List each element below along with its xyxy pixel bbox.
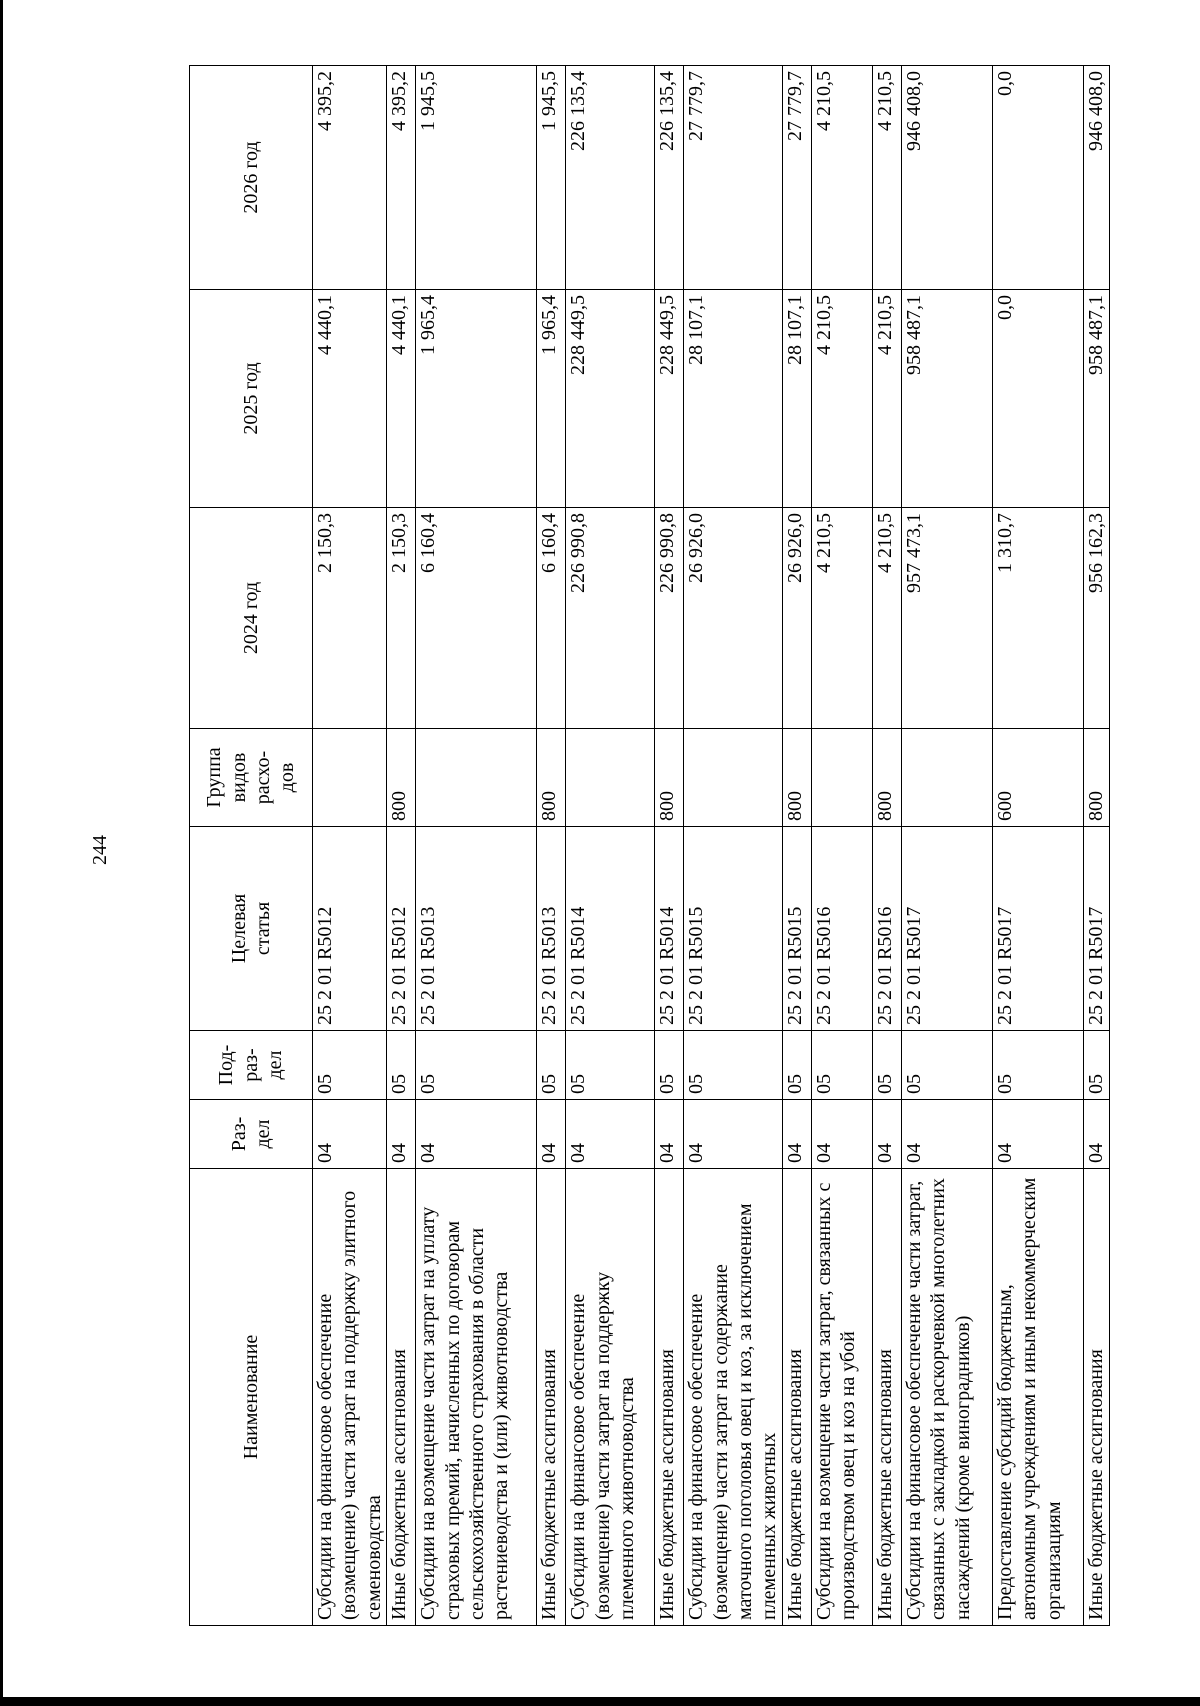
- cell-razdel: 04: [992, 1100, 1083, 1169]
- cell-razdel: 04: [537, 1100, 566, 1169]
- cell-vr: [811, 729, 872, 827]
- cell-razdel: 04: [387, 1100, 416, 1169]
- cell-vr: [901, 729, 992, 827]
- cell-razdel: 04: [872, 1100, 901, 1169]
- cell-y2024: 26 926,0: [684, 508, 783, 729]
- cell-y2026: 226 135,4: [566, 66, 655, 290]
- cell-y2024: 2 150,3: [387, 508, 416, 729]
- cell-y2026: 4 210,5: [811, 66, 872, 290]
- table-row: [416, 66, 537, 1626]
- cell-y2024: 957 473,1: [901, 508, 992, 729]
- cell-name: Субсидии на финансовое обеспечение (возмещение) части затрат на поддержку племенного животноводства: [566, 1169, 655, 1626]
- cell-vr: 800: [655, 729, 684, 827]
- cell-name: Предоставление субсидий бюджетным, автономным учреждениям и иным некоммерческим организациям: [992, 1169, 1083, 1626]
- cell-y2024: 1 310,7: [992, 508, 1083, 729]
- cell-name: Иные бюджетные ассигнования: [782, 1169, 811, 1626]
- cell-name: Субсидии на финансовое обеспечение (возмещение) части затрат на поддержку элитного семеноводства: [313, 1169, 387, 1626]
- table-row: [782, 66, 811, 1626]
- cell-vr: [684, 729, 783, 827]
- cell-podrazdel: 05: [992, 1031, 1083, 1100]
- cell-y2024: 226 990,8: [655, 508, 684, 729]
- cell-name: Иные бюджетные ассигнования: [1083, 1169, 1109, 1626]
- cell-razdel: 04: [655, 1100, 684, 1169]
- cell-razdel: 04: [901, 1100, 992, 1169]
- cell-y2026: 4 395,2: [313, 66, 387, 290]
- cell-y2024: 2 150,3: [313, 508, 387, 729]
- cell-y2024: 956 162,3: [1083, 508, 1109, 729]
- cell-y2024: 26 926,0: [782, 508, 811, 729]
- header-razdel: Раз- дел: [190, 1100, 313, 1169]
- cell-name: Иные бюджетные ассигнования: [655, 1169, 684, 1626]
- cell-y2024: 4 210,5: [872, 508, 901, 729]
- cell-y2026: 946 408,0: [1083, 66, 1109, 290]
- cell-podrazdel: 05: [655, 1031, 684, 1100]
- cell-cs: 25 2 01 R5012: [313, 827, 387, 1031]
- header-target-article: Целевая статья: [190, 827, 313, 1031]
- cell-vr: 800: [872, 729, 901, 827]
- cell-podrazdel: 05: [1083, 1031, 1109, 1100]
- cell-razdel: 04: [416, 1100, 537, 1169]
- cell-y2026: 4 210,5: [872, 66, 901, 290]
- cell-podrazdel: 05: [387, 1031, 416, 1100]
- cell-podrazdel: 05: [313, 1031, 387, 1100]
- cell-razdel: 04: [811, 1100, 872, 1169]
- table-row: [566, 66, 655, 1626]
- cell-y2025: 28 107,1: [684, 290, 783, 508]
- cell-cs: 25 2 01 R5014: [655, 827, 684, 1031]
- cell-podrazdel: 05: [684, 1031, 783, 1100]
- cell-cs: 25 2 01 R5013: [537, 827, 566, 1031]
- cell-cs: 25 2 01 R5016: [811, 827, 872, 1031]
- cell-podrazdel: 05: [811, 1031, 872, 1100]
- cell-name: Субсидии на финансовое обеспечение (возмещение) части затрат на содержание маточного поголовья овец и коз, за исключением племенных животных: [684, 1169, 783, 1626]
- table-row: [992, 66, 1083, 1626]
- cell-cs: 25 2 01 R5013: [416, 827, 537, 1031]
- cell-name: Субсидии на финансовое обеспечение части затрат, связанных с закладкой и раскорчевкой многолетних насаждений (кроме виноградников): [901, 1169, 992, 1626]
- cell-razdel: 04: [782, 1100, 811, 1169]
- header-expense-group: Группа видов расхо- дов: [190, 729, 313, 827]
- cell-y2024: 6 160,4: [416, 508, 537, 729]
- cell-razdel: 04: [566, 1100, 655, 1169]
- cell-vr: [313, 729, 387, 827]
- cell-cs: 25 2 01 R5014: [566, 827, 655, 1031]
- cell-y2026: 27 779,7: [684, 66, 783, 290]
- cell-podrazdel: 05: [782, 1031, 811, 1100]
- cell-name: Субсидии на возмещение части затрат, связанных с производством овец и коз на убой: [811, 1169, 872, 1626]
- cell-podrazdel: 05: [872, 1031, 901, 1100]
- page-number: 244: [89, 835, 111, 865]
- cell-cs: 25 2 01 R5017: [992, 827, 1083, 1031]
- header-2026: 2026 год: [190, 66, 313, 290]
- cell-vr: [566, 729, 655, 827]
- cell-cs: 25 2 01 R5017: [1083, 827, 1109, 1031]
- cell-vr: 800: [782, 729, 811, 827]
- header-podrazdel: Под- раз- дел: [190, 1031, 313, 1100]
- cell-vr: 800: [1083, 729, 1109, 827]
- cell-y2025: 4 210,5: [872, 290, 901, 508]
- header-2024: 2024 год: [190, 508, 313, 729]
- cell-podrazdel: 05: [416, 1031, 537, 1100]
- cell-y2025: 0,0: [992, 290, 1083, 508]
- table-body: [313, 66, 1110, 1626]
- cell-razdel: 04: [684, 1100, 783, 1169]
- cell-cs: 25 2 01 R5016: [872, 827, 901, 1031]
- cell-y2024: 4 210,5: [811, 508, 872, 729]
- cell-y2025: 228 449,5: [566, 290, 655, 508]
- cell-y2026: 946 408,0: [901, 66, 992, 290]
- cell-y2026: 4 395,2: [387, 66, 416, 290]
- cell-y2025: 28 107,1: [782, 290, 811, 508]
- cell-name: Субсидии на возмещение части затрат на уплату страховых премий, начисленных по договорам сельскохозяйственного страхования в области растениеводства и (или) животноводства: [416, 1169, 537, 1626]
- header-2025: 2025 год: [190, 290, 313, 508]
- cell-name: Иные бюджетные ассигнования: [872, 1169, 901, 1626]
- cell-y2025: 4 440,1: [313, 290, 387, 508]
- table-row: [313, 66, 387, 1626]
- cell-vr: [416, 729, 537, 827]
- cell-y2026: 1 945,5: [416, 66, 537, 290]
- scan-left-edge: [0, 0, 3, 1706]
- cell-cs: 25 2 01 R5017: [901, 827, 992, 1031]
- table-row: [811, 66, 872, 1626]
- table-row: [872, 66, 901, 1626]
- cell-y2025: 4 210,5: [811, 290, 872, 508]
- cell-cs: 25 2 01 R5015: [782, 827, 811, 1031]
- table-row: [537, 66, 566, 1626]
- cell-y2026: 0,0: [992, 66, 1083, 290]
- cell-y2025: 958 487,1: [901, 290, 992, 508]
- cell-podrazdel: 05: [537, 1031, 566, 1100]
- cell-y2026: 27 779,7: [782, 66, 811, 290]
- cell-y2025: 228 449,5: [655, 290, 684, 508]
- cell-podrazdel: 05: [566, 1031, 655, 1100]
- cell-podrazdel: 05: [901, 1031, 992, 1100]
- table-row: [1083, 66, 1109, 1626]
- cell-y2026: 226 135,4: [655, 66, 684, 290]
- cell-razdel: 04: [313, 1100, 387, 1169]
- cell-cs: 25 2 01 R5015: [684, 827, 783, 1031]
- cell-vr: 800: [387, 729, 416, 827]
- header-name: Наименование: [190, 1169, 313, 1626]
- cell-cs: 25 2 01 R5012: [387, 827, 416, 1031]
- cell-y2024: 6 160,4: [537, 508, 566, 729]
- table-row: [901, 66, 992, 1626]
- table-header-row: [190, 66, 313, 1626]
- cell-y2025: 1 965,4: [537, 290, 566, 508]
- cell-y2025: 4 440,1: [387, 290, 416, 508]
- scan-bottom-edge: [0, 1697, 1200, 1706]
- cell-y2026: 1 945,5: [537, 66, 566, 290]
- budget-table: [189, 65, 1110, 1626]
- cell-y2025: 958 487,1: [1083, 290, 1109, 508]
- cell-razdel: 04: [1083, 1100, 1109, 1169]
- cell-vr: 800: [537, 729, 566, 827]
- table-row: [387, 66, 416, 1626]
- table-row: [655, 66, 684, 1626]
- cell-name: Иные бюджетные ассигнования: [387, 1169, 416, 1626]
- cell-y2024: 226 990,8: [566, 508, 655, 729]
- cell-name: Иные бюджетные ассигнования: [537, 1169, 566, 1626]
- budget-table-rotated: [189, 66, 1107, 1626]
- cell-vr: 600: [992, 729, 1083, 827]
- cell-y2025: 1 965,4: [416, 290, 537, 508]
- table-row: [684, 66, 783, 1626]
